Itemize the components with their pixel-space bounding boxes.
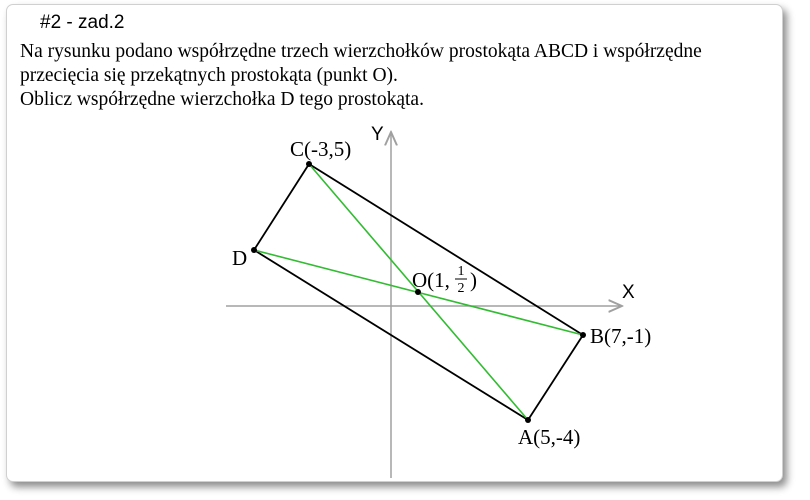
y-axis-label: Y xyxy=(371,124,384,145)
label-o-frac-den: 2 xyxy=(457,281,465,296)
label-o xyxy=(412,264,477,296)
point-a xyxy=(525,417,531,423)
label-o-frac-num: 1 xyxy=(457,264,465,279)
exercise-title: #2 - zad.2 xyxy=(40,12,125,33)
x-axis-label: X xyxy=(622,282,635,303)
point-c xyxy=(306,161,312,167)
point-d xyxy=(251,247,257,253)
label-a: A(5,-4) xyxy=(518,425,581,449)
label-c: C(-3,5) xyxy=(290,137,352,161)
label-o-suffix: ) xyxy=(470,268,477,292)
problem-line-3: Oblicz współrzędne wierzchołka D tego prostokąta. xyxy=(20,89,424,110)
problem-line-2: przecięcia się przekątnych prostokąta (punkt O). xyxy=(20,65,398,86)
point-b xyxy=(580,332,586,338)
label-o-prefix: O(1, xyxy=(412,268,450,292)
problem-line-1: Na rysunku podano współrzędne trzech wierzchołków prostokąta ABCD i współrzędne xyxy=(20,41,702,62)
label-b: B(7,-1) xyxy=(590,324,652,348)
label-d: D xyxy=(232,246,248,270)
